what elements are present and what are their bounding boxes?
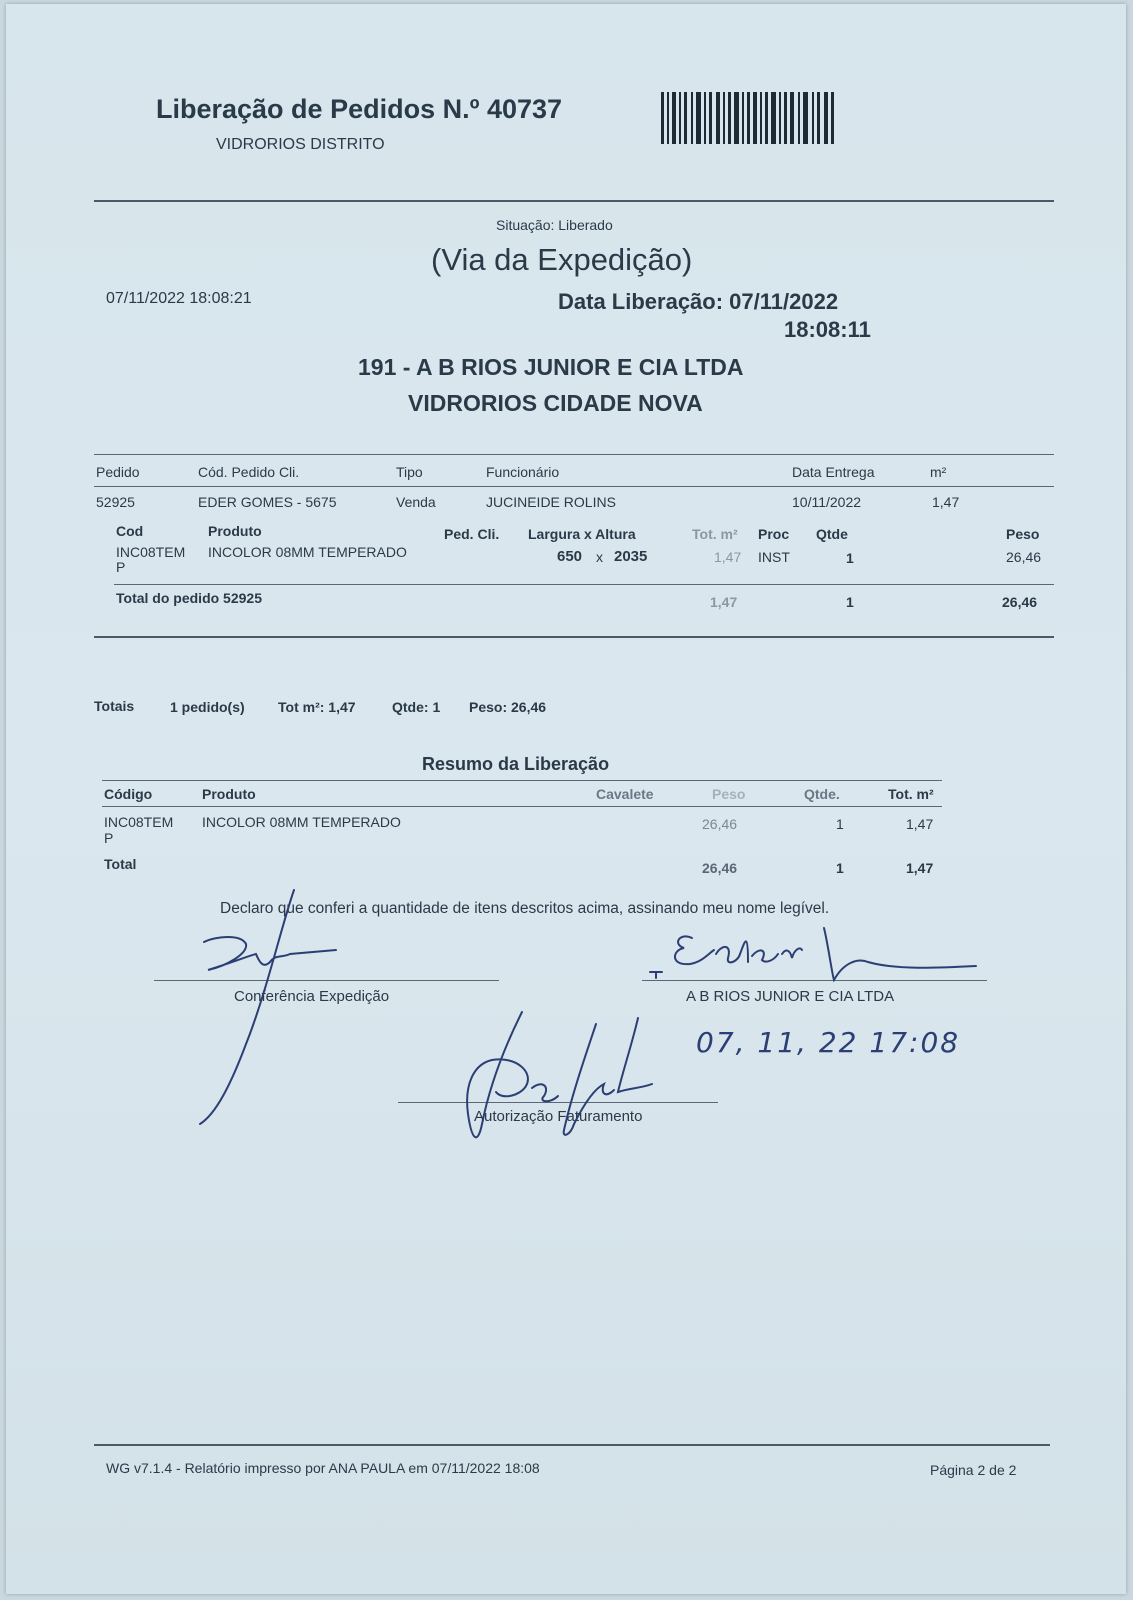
item-cod: INC08TEM <box>116 544 186 560</box>
summary-title: Resumo da Liberação <box>422 754 610 774</box>
totals-m2: Tot m²: 1,47 <box>278 699 356 715</box>
client-store: VIDRORIOS CIDADE NOVA <box>408 390 703 416</box>
item-qtde: 1 <box>846 550 854 566</box>
row-funcionario: JUCINEIDE ROLINS <box>486 494 616 510</box>
order-total-peso: 26,46 <box>1002 594 1038 610</box>
sum-col-codigo: Código <box>104 786 153 802</box>
declaration-text: Declaro que conferi a quantidade de itens descritos acima, assinando meu nome legível. <box>220 900 830 917</box>
status-text: Situação: Liberado <box>496 217 613 233</box>
item-cod-cont: P <box>116 559 126 575</box>
row-data-entrega: 10/11/2022 <box>792 494 862 510</box>
footer-printed-by: WG v7.1.4 - Relatório impresso por ANA PAULA em 07/11/2022 18:08 <box>106 1460 540 1476</box>
sum-col-qtde: Qtde. <box>804 786 840 802</box>
item-col-ped-cli: Ped. Cli. <box>444 526 500 542</box>
item-tot-m2: 1,47 <box>714 549 742 565</box>
company-subtitle: VIDRORIOS DISTRITO <box>216 136 385 153</box>
item-peso: 26,46 <box>1006 549 1042 565</box>
item-col-proc: Proc <box>758 526 790 542</box>
signature-conferencia-mark <box>186 884 346 1134</box>
release-date: Data Liberação: 07/11/2022 <box>558 289 839 314</box>
table-top-border <box>94 454 1054 455</box>
item-col-tot-m2: Tot. m² <box>692 526 738 542</box>
divider <box>94 200 1054 202</box>
signature-autorizacao-mark <box>446 1004 676 1144</box>
sum-total-qtde: 1 <box>836 860 844 876</box>
conferencia-label: Conferência Expedição <box>234 988 390 1005</box>
totals-label: Totais <box>94 698 135 714</box>
order-total-label: Total do pedido 52925 <box>116 590 262 606</box>
divider <box>94 636 1054 638</box>
item-col-peso: Peso <box>1006 526 1040 542</box>
sum-produto: INCOLOR 08MM TEMPERADO <box>202 814 401 830</box>
client-name: 191 - A B RIOS JUNIOR E CIA LTDA <box>358 354 744 380</box>
summary-top-border <box>102 780 942 781</box>
col-cod-pedido-cli: Cód. Pedido Cli. <box>198 464 300 480</box>
barcode-icon <box>661 92 836 146</box>
sum-col-cavalete: Cavalete <box>596 786 654 802</box>
col-data-entrega: Data Entrega <box>792 464 875 480</box>
client-signature-label: A B RIOS JUNIOR E CIA LTDA <box>686 988 895 1005</box>
sum-codigo-cont: P <box>104 830 114 846</box>
sum-total-tot-m2: 1,47 <box>906 860 934 876</box>
col-funcionario: Funcionário <box>486 464 560 480</box>
col-tipo: Tipo <box>396 464 423 480</box>
printed-timestamp: 07/11/2022 18:08:21 <box>106 290 252 307</box>
sum-peso: 26,46 <box>702 816 738 832</box>
totals-qtde: Qtde: 1 <box>392 699 441 715</box>
item-col-largura-altura: Largura x Altura <box>528 526 636 542</box>
row-tipo: Venda <box>396 494 436 510</box>
header-border <box>94 486 1054 487</box>
summary-header-border <box>102 806 942 807</box>
item-produto: INCOLOR 08MM TEMPERADO <box>208 544 407 560</box>
item-x: x <box>596 549 603 565</box>
sum-qtde: 1 <box>836 816 844 832</box>
order-total-qtde: 1 <box>846 594 854 610</box>
page-number: Página 2 de 2 <box>930 1462 1017 1478</box>
handwritten-date: 07, 11, 22 17:08 <box>696 1026 961 1059</box>
item-col-produto: Produto <box>208 523 262 539</box>
autorizacao-label: Autorização Faturamento <box>474 1108 643 1125</box>
totals-peso: Peso: 26,46 <box>469 699 547 715</box>
total-border <box>114 584 1054 585</box>
sum-total-peso: 26,46 <box>702 860 738 876</box>
item-largura: 650 <box>557 548 583 565</box>
sum-total-label: Total <box>104 856 137 872</box>
sum-col-peso: Peso <box>712 786 746 802</box>
sum-col-tot-m2: Tot. m² <box>888 786 934 802</box>
row-m2: 1,47 <box>932 494 960 510</box>
item-col-cod: Cod <box>116 523 144 539</box>
signature-client-mark <box>636 914 996 984</box>
via-heading: (Via da Expedição) <box>431 242 693 277</box>
release-time: 18:08:11 <box>784 317 871 342</box>
row-cod-pedido-cli: EDER GOMES - 5675 <box>198 494 337 510</box>
sum-col-produto: Produto <box>202 786 256 802</box>
row-pedido: 52925 <box>96 494 135 510</box>
col-pedido: Pedido <box>96 464 140 480</box>
item-altura: 2035 <box>614 548 648 565</box>
totals-pedidos: 1 pedido(s) <box>170 699 245 715</box>
order-total-m2: 1,47 <box>710 594 738 610</box>
footer-divider <box>94 1444 1050 1446</box>
page-title: Liberação de Pedidos N.º 40737 <box>156 94 563 124</box>
col-m2: m² <box>930 464 947 480</box>
item-proc: INST <box>758 549 790 565</box>
sum-tot-m2: 1,47 <box>906 816 934 832</box>
item-col-qtde: Qtde <box>816 526 848 542</box>
sum-codigo: INC08TEM <box>104 814 174 830</box>
document-page <box>6 4 1126 1594</box>
